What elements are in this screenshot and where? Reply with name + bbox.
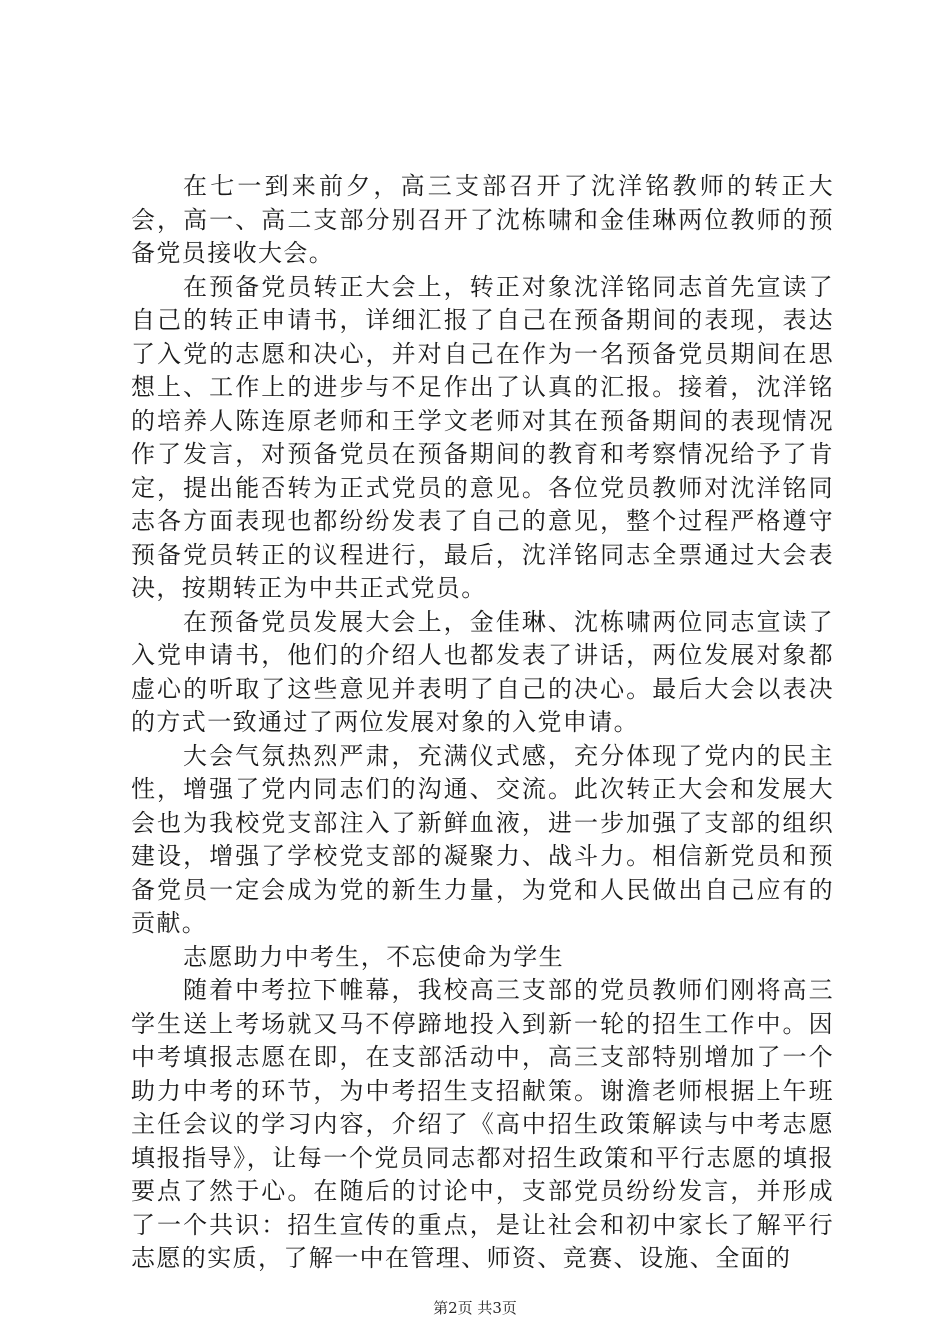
paragraph-probation-meeting: 在预备党员转正大会上，转正对象沈洋铭同志首先宣读了自己的转正申请书，详细汇报了自己在预备期间的表现，表达了入党的志愿和决心，并对自己在作为一名预备党员期间在思想上、工作上的进步与不足作出了认真的汇报。接着，沈洋铭的培养人陈连原老师和王学文老师对其在预备期间的表现情况作了发言，对预备党员在预备期间的教育和考察情况给予了肯定，提出能否转为正式党员的意见。各位党员教师对沈洋铭同志各方面表现也都纷纷发表了自己的意见，整个过程严格遵守预备党员转正的议程进行，最后，沈洋铭同志全票通过大会表决，按期转正为中共正式党员。 bbox=[131, 272, 834, 602]
paragraph-enrollment: 随着中考拉下帷幕，我校高三支部的党员教师们刚将高三学生送上考场就又马不停蹄地投入到新一轮的招生工作中。因中考填报志愿在即，在支部活动中，高三支部特别增加了一个助力中考的环节，为中考招生支招献策。谢澹老师根据上午班主任会议的学习内容，介绍了《高中招生政策解读与中考志愿填报指导》，让每一个党员同志都对招生政策和平行志愿的填报要点了然于心。在随后的讨论中，支部党员纷纷发言，并形成了一个共识：招生宣传的重点，是让社会和初中家长了解平行志愿的实质，了解一中在管理、师资、竞赛、设施、全面的 bbox=[131, 976, 834, 1272]
paragraph-opening: 在七一到来前夕，高三支部召开了沈洋铭教师的转正大会，高一、高二支部分别召开了沈栋啸和金佳琳两位教师的预备党员接收大会。 bbox=[131, 172, 834, 267]
page-number-footer: 第2页 共3页 bbox=[433, 1299, 517, 1317]
document-body bbox=[131, 170, 834, 1276]
paragraph-development-meeting: 在预备党员发展大会上，金佳琳、沈栋啸两位同志宣读了入党申请书，他们的介绍人也都发表了讲话，两位发展对象都虚心的听取了这些意见并表明了自己的决心。最后大会以表决的方式一致通过了两位发展对象的入党申请。 bbox=[131, 607, 834, 736]
section-heading: 志愿助力中考生，不忘使命为学生 bbox=[183, 942, 564, 971]
paragraph-atmosphere: 大会气氛热烈严肃，充满仪式感，充分体现了党内的民主性，增强了党内同志们的沟通、交流。此次转正大会和发展大会也为我校党支部注入了新鲜血液，进一步加强了支部的组织建设，增强了学校党支部的凝聚力、战斗力。相信新党员和预备党员一定会成为党的新生力量，为党和人民做出自己应有的贡献。 bbox=[131, 741, 834, 937]
